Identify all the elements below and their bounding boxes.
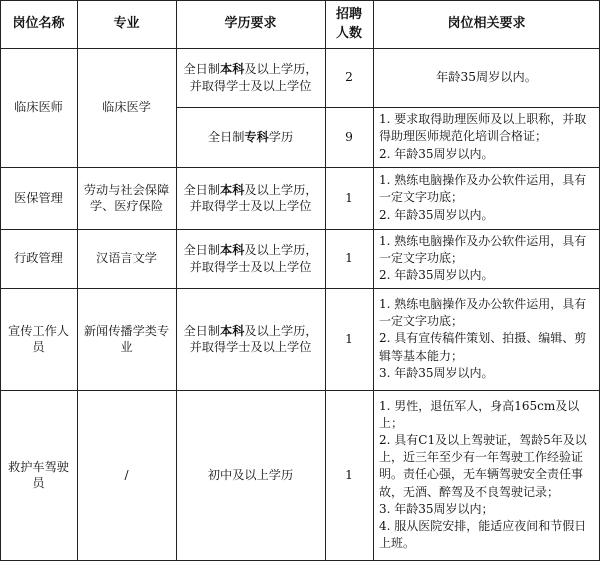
requirements-cell: 1. 男性，退伍军人，身高165cm及以 上； 2. 具有C1及以上驾驶证，驾龄5年及以 上，近三年至少有一年驾驶工作经验证 明。责任心强，无车辆驾驶安全责任事 故，无酒、醉驾及不良驾驶记录； 3. 年龄35周岁以内； 4. 服从医院安排，能适应夜间和节假日 上班。: [379, 398, 587, 551]
education-cell: 全日制本科及以上学历， 并取得学士及以上学位: [183, 182, 318, 213]
education-cell: 初中及以上学历: [207, 467, 294, 482]
major-cell: 劳动与社会保障 学、医疗保险: [83, 182, 170, 213]
requirements-cell: 1. 熟练电脑操作及办公软件运用，具有 一定文字功底； 2. 年龄35周岁以内。: [379, 233, 587, 283]
education-cell: 全日制本科及以上学历， 并取得学士及以上学位: [183, 323, 318, 354]
major-cell: /: [124, 467, 129, 482]
major-cell: 汉语言文学: [96, 251, 157, 266]
position-cell: 宣传工作人 员: [8, 323, 69, 354]
header-requirements: 岗位相关要求: [447, 16, 526, 31]
major-cell: 临床医学: [102, 100, 151, 115]
education-cell: 全日制本科及以上学历， 并取得学士及以上学位: [183, 243, 318, 274]
position-cell: 行政管理: [14, 251, 63, 266]
count-cell: 1: [345, 467, 353, 482]
position-cell: 救护车驾驶 员: [8, 459, 69, 490]
header-position: 岗位名称: [12, 16, 65, 31]
requirements-cell: 1. 熟练电脑操作及办公软件运用，具有 一定文字功底； 2. 具有宣传稿件策划、拍摄、编辑、剪 辑等基本能力； 3. 年龄35周岁以内。: [379, 296, 587, 380]
header-count: 招聘 人数: [335, 7, 362, 41]
education-cell: 全日制本科及以上学历， 并取得学士及以上学位: [183, 62, 318, 93]
count-cell: 1: [345, 251, 353, 266]
count-cell: 1: [345, 331, 353, 346]
major-cell: 新闻传播学类专 业: [83, 323, 170, 354]
count-cell: 9: [345, 129, 353, 144]
requirements-cell: 年龄35周岁以内。: [436, 70, 537, 85]
header-education: 学历要求: [224, 16, 277, 31]
position-cell: 医保管理: [14, 190, 63, 205]
position-cell: 临床医师: [14, 100, 63, 115]
count-cell: 1: [345, 190, 353, 205]
header-major: 专业: [113, 16, 140, 31]
requirements-cell: 1. 熟练电脑操作及办公软件运用，具有 一定文字功底； 2. 年龄35周岁以内。: [379, 173, 587, 222]
requirements-cell: 1. 要求取得助理医师及以上职称，并取 得助理医师规范化培训合格证； 2. 年龄35周岁以内。: [379, 112, 587, 161]
count-cell: 2: [345, 70, 353, 85]
education-cell: 全日制专科学历: [207, 129, 294, 144]
